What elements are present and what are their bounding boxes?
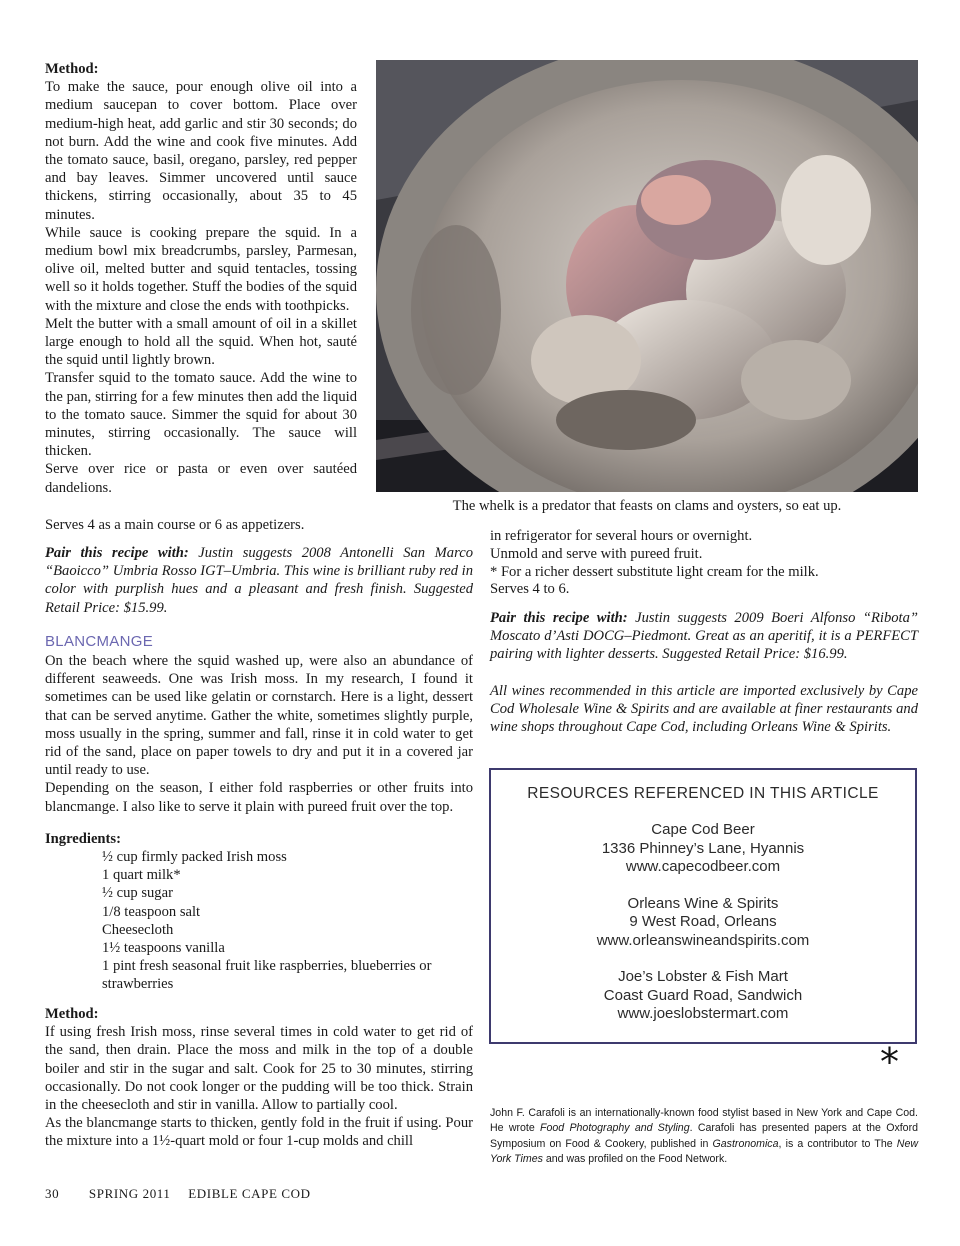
- pairing-2-lead: Pair this recipe with:: [490, 610, 628, 626]
- bio-book-title: Food Photography and Styling: [540, 1122, 690, 1135]
- wines-note: All wines recommended in this article are imported exclusively by Cape Cod Wholesale Wine & Spirits and are available at finer restaurants and wine shops throughout Cape Cod, including Orleans Wine & Spirits.: [490, 683, 918, 736]
- squid-method: [45, 60, 357, 497]
- blancmange-intro-2: Depending on the season, I either fold raspberries or other fruits into blancmange. I also like to serve it plain with pureed fruit over the top.: [45, 780, 473, 815]
- resource-address: 1336 Phinney’s Lane, Hyannis: [601, 839, 805, 857]
- resource-entry: [491, 821, 915, 877]
- resource-url[interactable]: www.orleanswineandspirits.com: [596, 931, 810, 949]
- resource-address: Coast Guard Road, Sandwich: [603, 986, 803, 1004]
- bio-text: and was profiled on the Food Network.: [542, 1153, 728, 1166]
- photo-caption: The whelk is a predator that feasts on clams and oysters, so eat up.: [452, 498, 842, 514]
- method-step-5: Serve over rice or pasta or even over sautéed dandelions.: [45, 461, 357, 496]
- blancmange-continued: [490, 528, 918, 599]
- resource-address: 9 West Road, Orleans: [629, 913, 777, 930]
- ingredient-item: 1 pint fresh seasonal fruit like raspberries, blueberries or strawberries: [102, 958, 432, 993]
- resource-name: Joe’s Lobster & Fish Mart: [618, 968, 788, 985]
- whelk-photo-illustration: [376, 60, 918, 492]
- continued-line-1: in refrigerator for several hours or overnight.: [490, 528, 753, 544]
- resource-url[interactable]: www.capecodbeer.com: [625, 858, 781, 875]
- resources-box: [489, 768, 917, 1044]
- resource-entry: [491, 968, 915, 1024]
- resource-name: Orleans Wine & Spirits: [627, 894, 779, 912]
- continued-line-2: Unmold and serve with pureed fruit.: [490, 545, 703, 562]
- resource-entry: [491, 895, 915, 951]
- magazine-name: EDIBLE CAPE COD: [188, 1186, 311, 1201]
- author-bio: [490, 1106, 918, 1168]
- pairing-1-lead: Pair this recipe with:: [45, 545, 189, 561]
- method-step-4: Transfer squid to the tomato sauce. Add the wine to the pan, stirring for a few minutes then add the liquid to the tomato sauce. Simmer the squid for about 30 minutes, stirring occasionally. The sauce will thicken.: [45, 370, 357, 460]
- blancmange-method-1: If using fresh Irish moss, rinse several times in cold water to get rid of the sand, then drain. Place the moss and milk in the top of a double boiler and stir in the sugar and salt. Cook for 25 to 30 minutes, stirring occasionally. Do not cook longer or the pudding will be too thick. Strain in the cheesecloth and stir in vanilla. Allow to partially cool.: [45, 1024, 473, 1114]
- end-mark-icon: *: [880, 1040, 899, 1084]
- bio-text: John F. Carafoli is an internationally-known food stylist based in New York and Cape Cod. He wrote: [490, 1107, 918, 1135]
- whelk-photo: [376, 60, 918, 492]
- ingredients-list: [102, 848, 462, 994]
- blancmange-title: BLANCMANGE: [45, 633, 154, 650]
- ingredient-item: Cheesecloth: [102, 921, 174, 938]
- page-footer: [45, 1186, 311, 1202]
- continued-line-4: Serves 4 to 6.: [490, 581, 570, 598]
- pairing-1: [45, 544, 473, 617]
- blancmange-intro: [45, 652, 473, 816]
- ingredients-heading: Ingredients:: [45, 831, 121, 847]
- resources-title: RESOURCES REFERENCED IN THIS ARTICLE: [527, 785, 879, 802]
- method-step-1: To make the sauce, pour enough olive oil into a medium saucepan to cover bottom. Place over medium-high heat, add garlic and stir 30 seconds; do not burn. Add the wine and cook five minutes. Add the tomato sauce, basil, oregano, parsley, red pepper and bay leaves. Simmer uncovered until sauce thickens, stirring occasionally, about 35 to 45 minutes.: [45, 79, 357, 223]
- pairing-2: [490, 609, 918, 664]
- pairing-1-text: Justin suggests 2008 Antonelli San Marco “Baoicco” Umbria Rosso IGT–Umbria. This wine is brilliant ruby red in color with purplish hues and a pleasant and fresh finish. Suggested Retail Price: $15.99.: [45, 545, 473, 616]
- method-heading: Method:: [45, 61, 99, 77]
- continued-line-3: * For a richer dessert substitute light cream for the milk.: [490, 563, 819, 580]
- resource-url[interactable]: www.joeslobstermart.com: [617, 1005, 789, 1022]
- blancmange-intro-1: On the beach where the squid washed up, were also an abundance of different seaweeds. One was Irish moss. In my research, I found it sometimes can be used like gelatin or cornstarch. Here is a light, dessert that can be served anytime. Gather the white, sometimes slightly purple, moss usually in the spring, summer and fall, rinse it in cold water to get rid of the sand, place on paper towels to dry and put it in a covered jar until ready to use.: [45, 653, 473, 779]
- issue-label: SPRING 2011: [88, 1186, 171, 1201]
- blancmange-method-2: As the blancmange starts to thicken, gently fold in the fruit if using. Pour the mixture into a 1½-quart mold or four 1-cup molds and chill: [45, 1115, 473, 1150]
- bio-text: . Carafoli has presented papers at the Oxford Symposium on Food & Cookery, published in: [490, 1122, 918, 1150]
- ingredient-item: 1 quart milk*: [102, 867, 181, 884]
- ingredient-item: 1½ teaspoons vanilla: [102, 940, 225, 957]
- method-step-3: Melt the butter with a small amount of oil in a skillet large enough to hold all the squid. When hot, sauté the squid until lightly brown.: [45, 315, 357, 369]
- serves-line: Serves 4 as a main course or 6 as appetizers.: [45, 517, 305, 533]
- pairing-2-text: Justin suggests 2009 Boeri Alfonso “Ribota” Moscato d’Asti DOCG–Piedmont. Great as an aperitif, it is a PERFECT pairing with lighter desserts. Suggested Retail Price: $16.99.: [490, 610, 919, 663]
- blancmange-method: [45, 1005, 473, 1151]
- ingredient-item: ½ cup sugar: [102, 885, 173, 902]
- bio-text: , is a contributor to The: [778, 1137, 897, 1150]
- ingredient-item: ½ cup firmly packed Irish moss: [102, 849, 287, 865]
- bio-newspaper-title: New York Times: [490, 1137, 918, 1166]
- ingredient-item: 1/8 teaspoon salt: [102, 903, 201, 920]
- resource-name: Cape Cod Beer: [651, 821, 755, 838]
- method-2-heading: Method:: [45, 1006, 99, 1022]
- bio-journal-title: Gastronomica: [712, 1137, 779, 1150]
- page-number: 30: [45, 1186, 60, 1201]
- method-step-2: While sauce is cooking prepare the squid. In a medium bowl mix breadcrumbs, parsley, Parmesan, olive oil, melted butter and squid tentacles, tossing well so it holds together. Stuff the bodies of the squid with the mixture and close the ends with toothpicks.: [45, 224, 357, 314]
